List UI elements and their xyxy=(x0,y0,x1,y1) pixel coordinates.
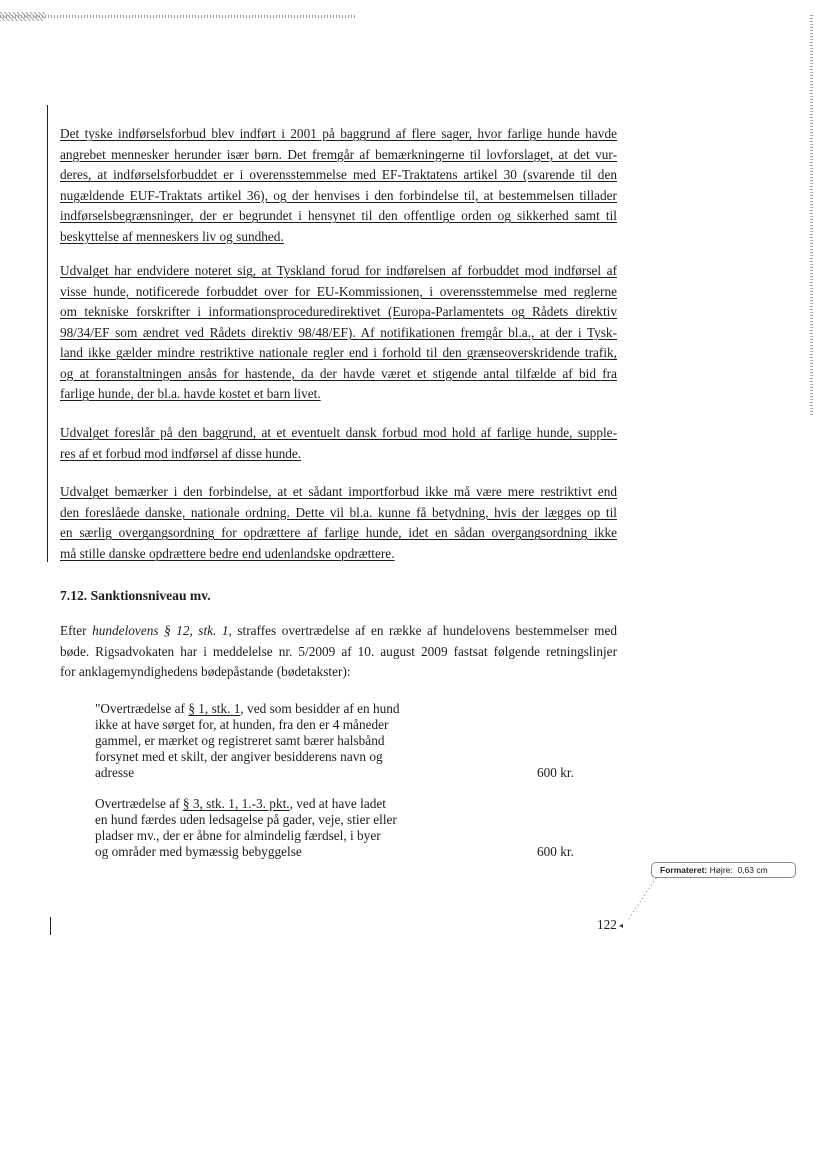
text-line: res af et forbud mod indførsel af disse hunde. xyxy=(60,445,302,461)
comment-label: Formateret: xyxy=(660,865,708,875)
fine-description-line: pladser mv., der er åbne for almindelig færdsel, i byer xyxy=(95,828,381,843)
comment-connector xyxy=(618,876,662,924)
fine-amount: 600 kr. xyxy=(537,765,574,780)
law-reference: § 1, stk. 1 xyxy=(188,701,241,716)
text-line: visse hunde, notificerede forbuddet over for EU-Kommissionen, i overensstemmelse med reglerne xyxy=(60,283,617,299)
comment-balloon xyxy=(651,862,796,878)
text-line: nugældende EUF-Traktats artikel 36), og der henvises i den forbindelse til, at bestemmelsen tillader xyxy=(60,187,617,203)
text-line: den foreslåede danske, nationale ordning. Dette vil bl.a. kunne få betydning, hvis der lægges op til xyxy=(60,504,617,520)
fine-description-line xyxy=(95,701,400,717)
text-line: for anklagemyndighedens bødepåstande (bødetakster): xyxy=(60,664,351,679)
scan-artifact-right-line xyxy=(810,15,813,415)
paragraph-marker-icon: ◂ xyxy=(619,921,624,930)
text-line: farlige hunde, der bl.a. havde kostet et barn livet. xyxy=(60,386,321,401)
page-number: 122 xyxy=(597,917,617,932)
change-bar xyxy=(50,917,51,935)
law-reference: § 3, stk. 1, 1.-3. pkt. xyxy=(182,796,290,811)
text-line: Det tyske indførselsforbud blev indført i 2001 på baggrund af flere sager, hvor farlige hunde havde xyxy=(60,126,617,141)
text-line: deres, at indførselsforbuddet er i overensstemmelse med EF-Traktatens artikel 30 (svarende til den xyxy=(60,167,617,182)
text-line: Udvalget foreslår på den baggrund, at et eventuelt dansk forbud mod hold af farlige hunde, supple- xyxy=(60,425,617,440)
fine-description-line: adresse xyxy=(95,765,135,780)
fine-amount: 600 kr. xyxy=(537,844,574,859)
fine-item xyxy=(95,796,397,860)
text-line: må stille danske opdrættere bedre end udenlandske opdrættere. xyxy=(60,545,395,561)
text-segment: Overtrædelse af xyxy=(95,796,183,811)
fine-description-line: og områder med bymæssig bebyggelse xyxy=(95,844,302,859)
text-segment: , ved som besidder af en hund xyxy=(240,701,400,716)
tracked-paragraph xyxy=(60,423,617,464)
text-line: en særlig overgangsordning for opdrættere af farlige hunde, idet en sådan overgangsordning ikke xyxy=(60,525,617,540)
intro-paragraph xyxy=(60,621,617,683)
fine-description-line: gammel, er mærket og registreret samt bærer halsbånd xyxy=(95,733,385,748)
italic-reference: hundelovens § 12, stk. 1 xyxy=(92,623,229,638)
fine-description-line: ikke at have sørget for, at hunden, fra den er 4 måneder xyxy=(95,717,389,732)
tracked-paragraph xyxy=(60,124,617,247)
text-segment: , straffes overtrædelse af en række af hundelovens bestemmelser med xyxy=(228,623,617,638)
section-heading: 7.12. Sanktionsniveau mv. xyxy=(60,588,211,603)
tracked-paragraph xyxy=(60,261,617,405)
text-line: Udvalget har endvidere noteret sig, at Tyskland forud for indførelsen af forbuddet mod indførsel af xyxy=(60,263,617,278)
text-line: Udvalget bemærker i den forbindelse, at et sådant importforbud ikke må være mere restriktivt end xyxy=(60,484,617,499)
text-line: og at foranstaltningen ansås for hastende, da der havde været et stigende antal tilfælde af bid fra xyxy=(60,365,617,381)
text-line: beskyttelse af menneskers liv og sundhed. xyxy=(60,228,284,244)
text-segment: Efter xyxy=(60,623,93,638)
text-line: om tekniske forskrifter i informationsproceduredirektivet (Europa-Parlamentets og Rådets direktiv xyxy=(60,304,617,319)
text-line: angrebet mennesker herunder især børn. Det fremgår af bemærkningerne til lovforslaget, at det vur- xyxy=(60,146,617,162)
change-bar xyxy=(47,105,48,562)
fine-description-line: forsynet med et skilt, der angiver besidderens navn og xyxy=(95,749,383,764)
tracked-paragraph xyxy=(60,482,617,564)
text-line: land ikke gælder mindre restriktive nationale regler end i forhold til den grænseoverskridende trafik, xyxy=(60,345,617,360)
text-line: 98/34/EF som ændret ved Rådets direktiv 98/48/EF). Af notifikationen fremgår bl.a., at der i Tysk- xyxy=(60,324,617,340)
text-segment: , ved at have ladet xyxy=(289,796,386,811)
comment-text: Højre: 0,63 cm xyxy=(707,865,768,875)
scan-artifact-top-line xyxy=(0,15,355,18)
comment-connector-line xyxy=(628,878,656,920)
fine-description-line xyxy=(95,796,397,812)
text-segment: "Overtrædelse af xyxy=(95,701,189,716)
fine-description-line: en hund færdes uden ledsagelse på gader, veje, stier eller xyxy=(95,812,397,827)
fine-item xyxy=(95,701,400,781)
text-line: indførselsbegrænsninger, der er begrundet i hensynet til den offentlige orden og sikkerhed samt til xyxy=(60,208,617,223)
text-line xyxy=(60,621,617,642)
text-line: bøde. Rigsadvokaten har i meddelelse nr. 5/2009 af 10. august 2009 fastsat følgende retningslinjer xyxy=(60,643,617,659)
